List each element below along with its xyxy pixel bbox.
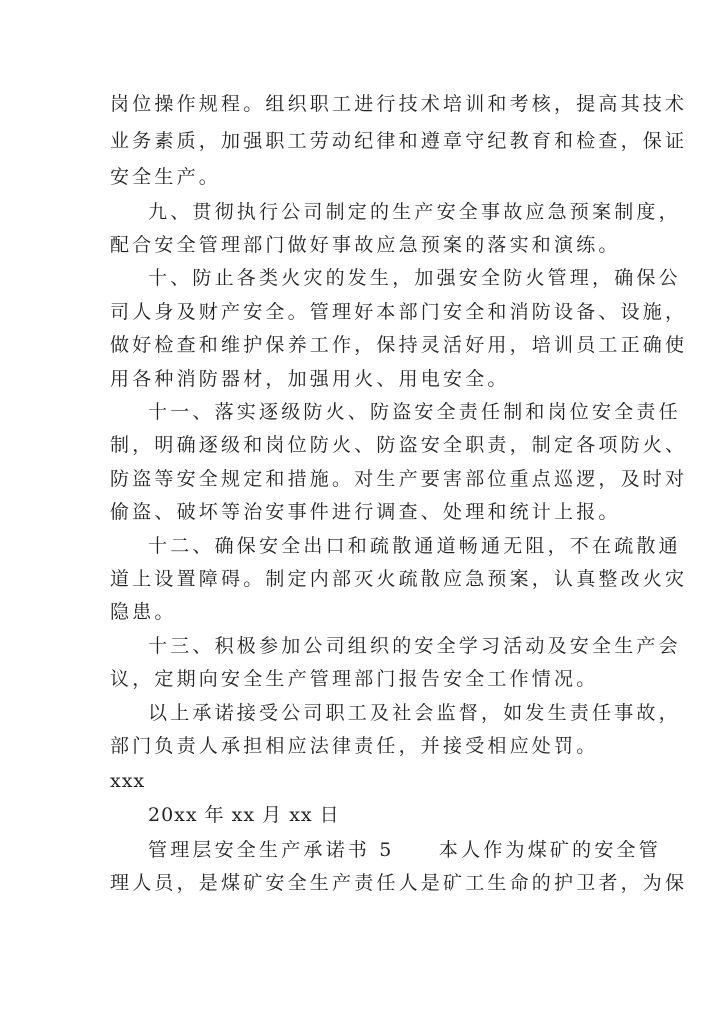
paragraph-line: 十三、积极参加公司组织的安全学习活动及安全生产会: [148, 635, 681, 657]
paragraph-line: 隐患。: [110, 601, 177, 623]
paragraph-line: 安全生产。: [110, 166, 222, 188]
paragraph-line: 制，明确逐级和岗位防火、防盗安全职责，制定各项防火、: [110, 434, 688, 456]
paragraph-line: 理人员，是煤矿安全生产责任人是矿工生命的护卫者，为保: [110, 872, 688, 894]
paragraph-line: 九、贯彻执行公司制定的生产安全事故应急预案制度，: [148, 201, 681, 223]
section-heading-line: 管理层安全生产承诺书 5 本人作为煤矿的安全管: [148, 839, 661, 861]
paragraph-line: 司人身及财产安全。管理好本部门安全和消防设备、设施，: [110, 301, 688, 323]
paragraph-line: 业务素质，加强职工劳动纪律和遵章守纪教育和检查，保证: [110, 130, 688, 152]
paragraph-line: 配合安全管理部门做好事故应急预案的落实和演练。: [110, 234, 621, 256]
paragraph-line: 以上承诺接受公司职工及社会监督，如发生责任事故，: [148, 702, 681, 724]
paragraph-line: 部门负责人承担相应法律责任，并接受相应处罚。: [110, 735, 599, 757]
signature-date: 20xx 年 xx 月 xx 日: [148, 804, 340, 826]
paragraph-line: 偷盗、破坏等治安事件进行调查、处理和统计上报。: [110, 501, 621, 523]
paragraph-line: 十二、确保安全出口和疏散通道畅通无阻，不在疏散通: [148, 535, 681, 557]
paragraph-line: 十、防止各类火灾的发生，加强安全防火管理，确保公: [148, 267, 681, 289]
paragraph-line: 道上设置障碍。制定内部灭火疏散应急预案，认真整改火灾: [110, 568, 688, 590]
paragraph-line: 十一、落实逐级防火、防盗安全责任制和岗位安全责任: [148, 401, 681, 423]
signature-name: xxx: [110, 770, 146, 792]
paragraph-line: 用各种消防器材，加强用火、用电安全。: [110, 368, 510, 390]
paragraph-line: 议，定期向安全生产管理部门报告安全工作情况。: [110, 668, 599, 690]
paragraph-line: 岗位操作规程。组织职工进行技术培训和考核，提高其技术: [110, 93, 688, 115]
paragraph-line: 做好检查和维护保养工作，保持灵活好用，培训员工正确使: [110, 334, 688, 356]
paragraph-line: 防盗等安全规定和措施。对生产要害部位重点巡逻，及时对: [110, 468, 688, 490]
